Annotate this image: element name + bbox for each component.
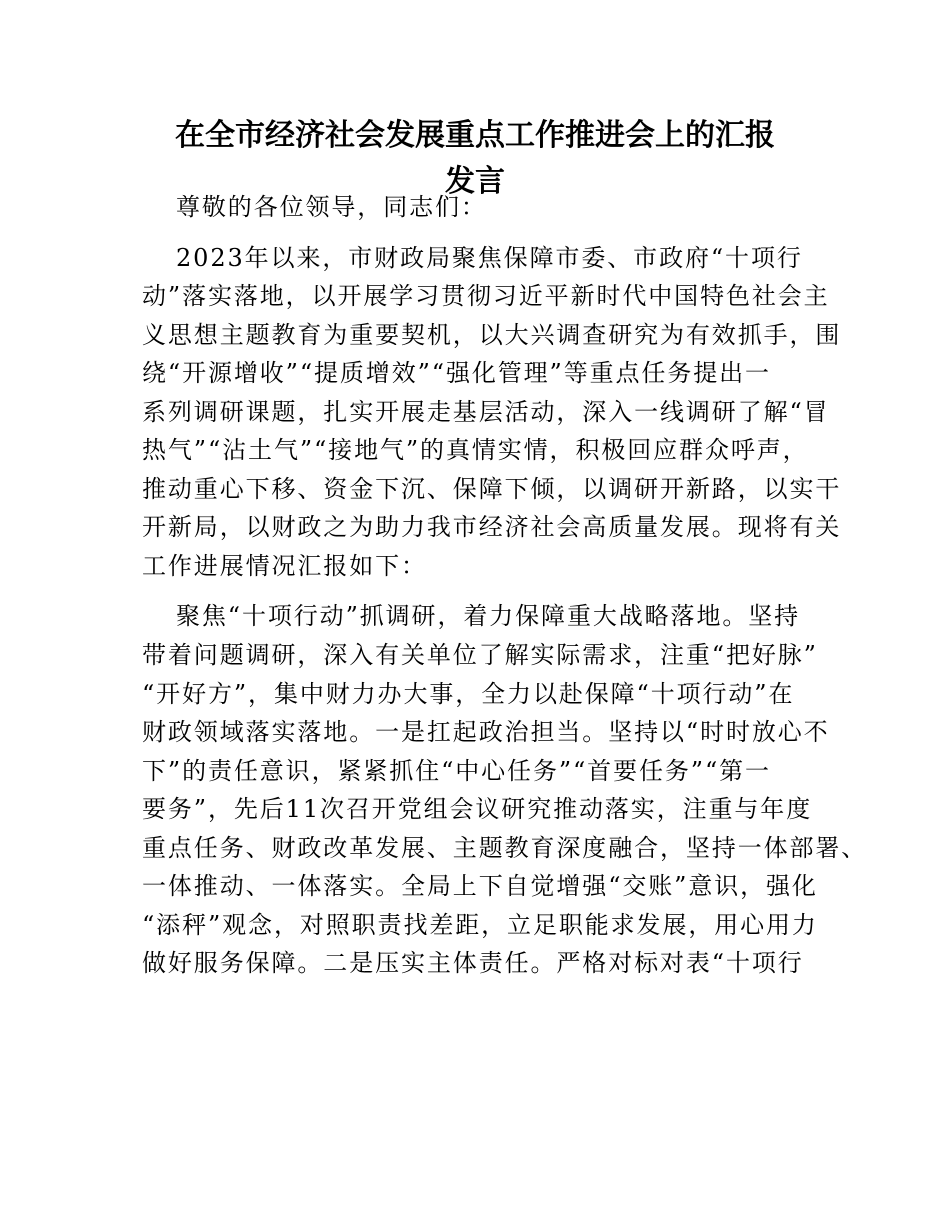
paragraph-line: 要务”，先后11次召开党组会议研究推动落实，注重与年度 — [142, 795, 813, 824]
paragraph-line: 下”的责任意识，紧紧抓住“中心任务”“首要任务”“第一 — [142, 756, 771, 785]
paragraph-line: 聚焦“十项行动”抓调研，着力保障重大战略落地。坚持 — [176, 602, 801, 631]
paragraph-line: 做好服务保障。二是压实主体责任。严格对标对表“十项行 — [142, 949, 804, 978]
paragraph-line: 系列调研课题，扎实开展走基层活动，深入一线调研了解“冒 — [142, 397, 830, 426]
paragraph-line: 推动重心下移、资金下沉、保障下倾，以调研开新路，以实干 — [142, 474, 842, 503]
paragraph-line: “添秤”观念，对照职责找差距，立足职能求发展，用心用力 — [142, 910, 818, 939]
document-title-line-2: 发言 — [445, 164, 505, 199]
paragraph-line: 重点任务、财政改革发展、主题教育深度融合，坚持一体部署、 — [142, 833, 868, 862]
paragraph-line: 动”落实落地，以开展学习贯彻习近平新时代中国特色社会主 — [142, 282, 830, 311]
paragraph-line: 工作进展情况汇报如下： — [142, 551, 427, 580]
paragraph-line: 绕“开源增收”“提质增效”“强化管理”等重点任务提出一 — [142, 359, 771, 388]
document-title-line-1: 在全市经济社会发展重点工作推进会上的汇报 — [175, 118, 775, 153]
document-body — [142, 188, 868, 983]
paragraph-line: 一体推动、一体落实。全局上下自觉增强“交账”意识，强化 — [142, 872, 818, 901]
paragraph-2 — [142, 597, 868, 982]
paragraph-line: 2023年以来，市财政局聚焦保障市委、市政府“十项行 — [176, 243, 803, 272]
paragraph-line: 热气”“沾土气”“接地气”的真情实情，积极回应群众呼声， — [142, 436, 809, 465]
paragraph-line: 带着问题调研，深入有关单位了解实际需求，注重“把好脉” — [142, 641, 818, 670]
paragraph-line: 义思想主题教育为重要契机，以大兴调查研究为有效抓手，围 — [142, 320, 842, 349]
paragraph-line: 开新局，以财政之为助力我市经济社会高质量发展。现将有关 — [142, 513, 842, 542]
salutation: 尊敬的各位领导，同志们： — [176, 193, 487, 221]
paragraph-1 — [142, 239, 842, 586]
paragraph-line: “开好方”，集中财力办大事，全力以赴保障“十项行动”在 — [142, 679, 795, 708]
paragraph-line: 财政领域落实落地。一是扛起政治担当。坚持以“时时放心不 — [142, 718, 830, 747]
